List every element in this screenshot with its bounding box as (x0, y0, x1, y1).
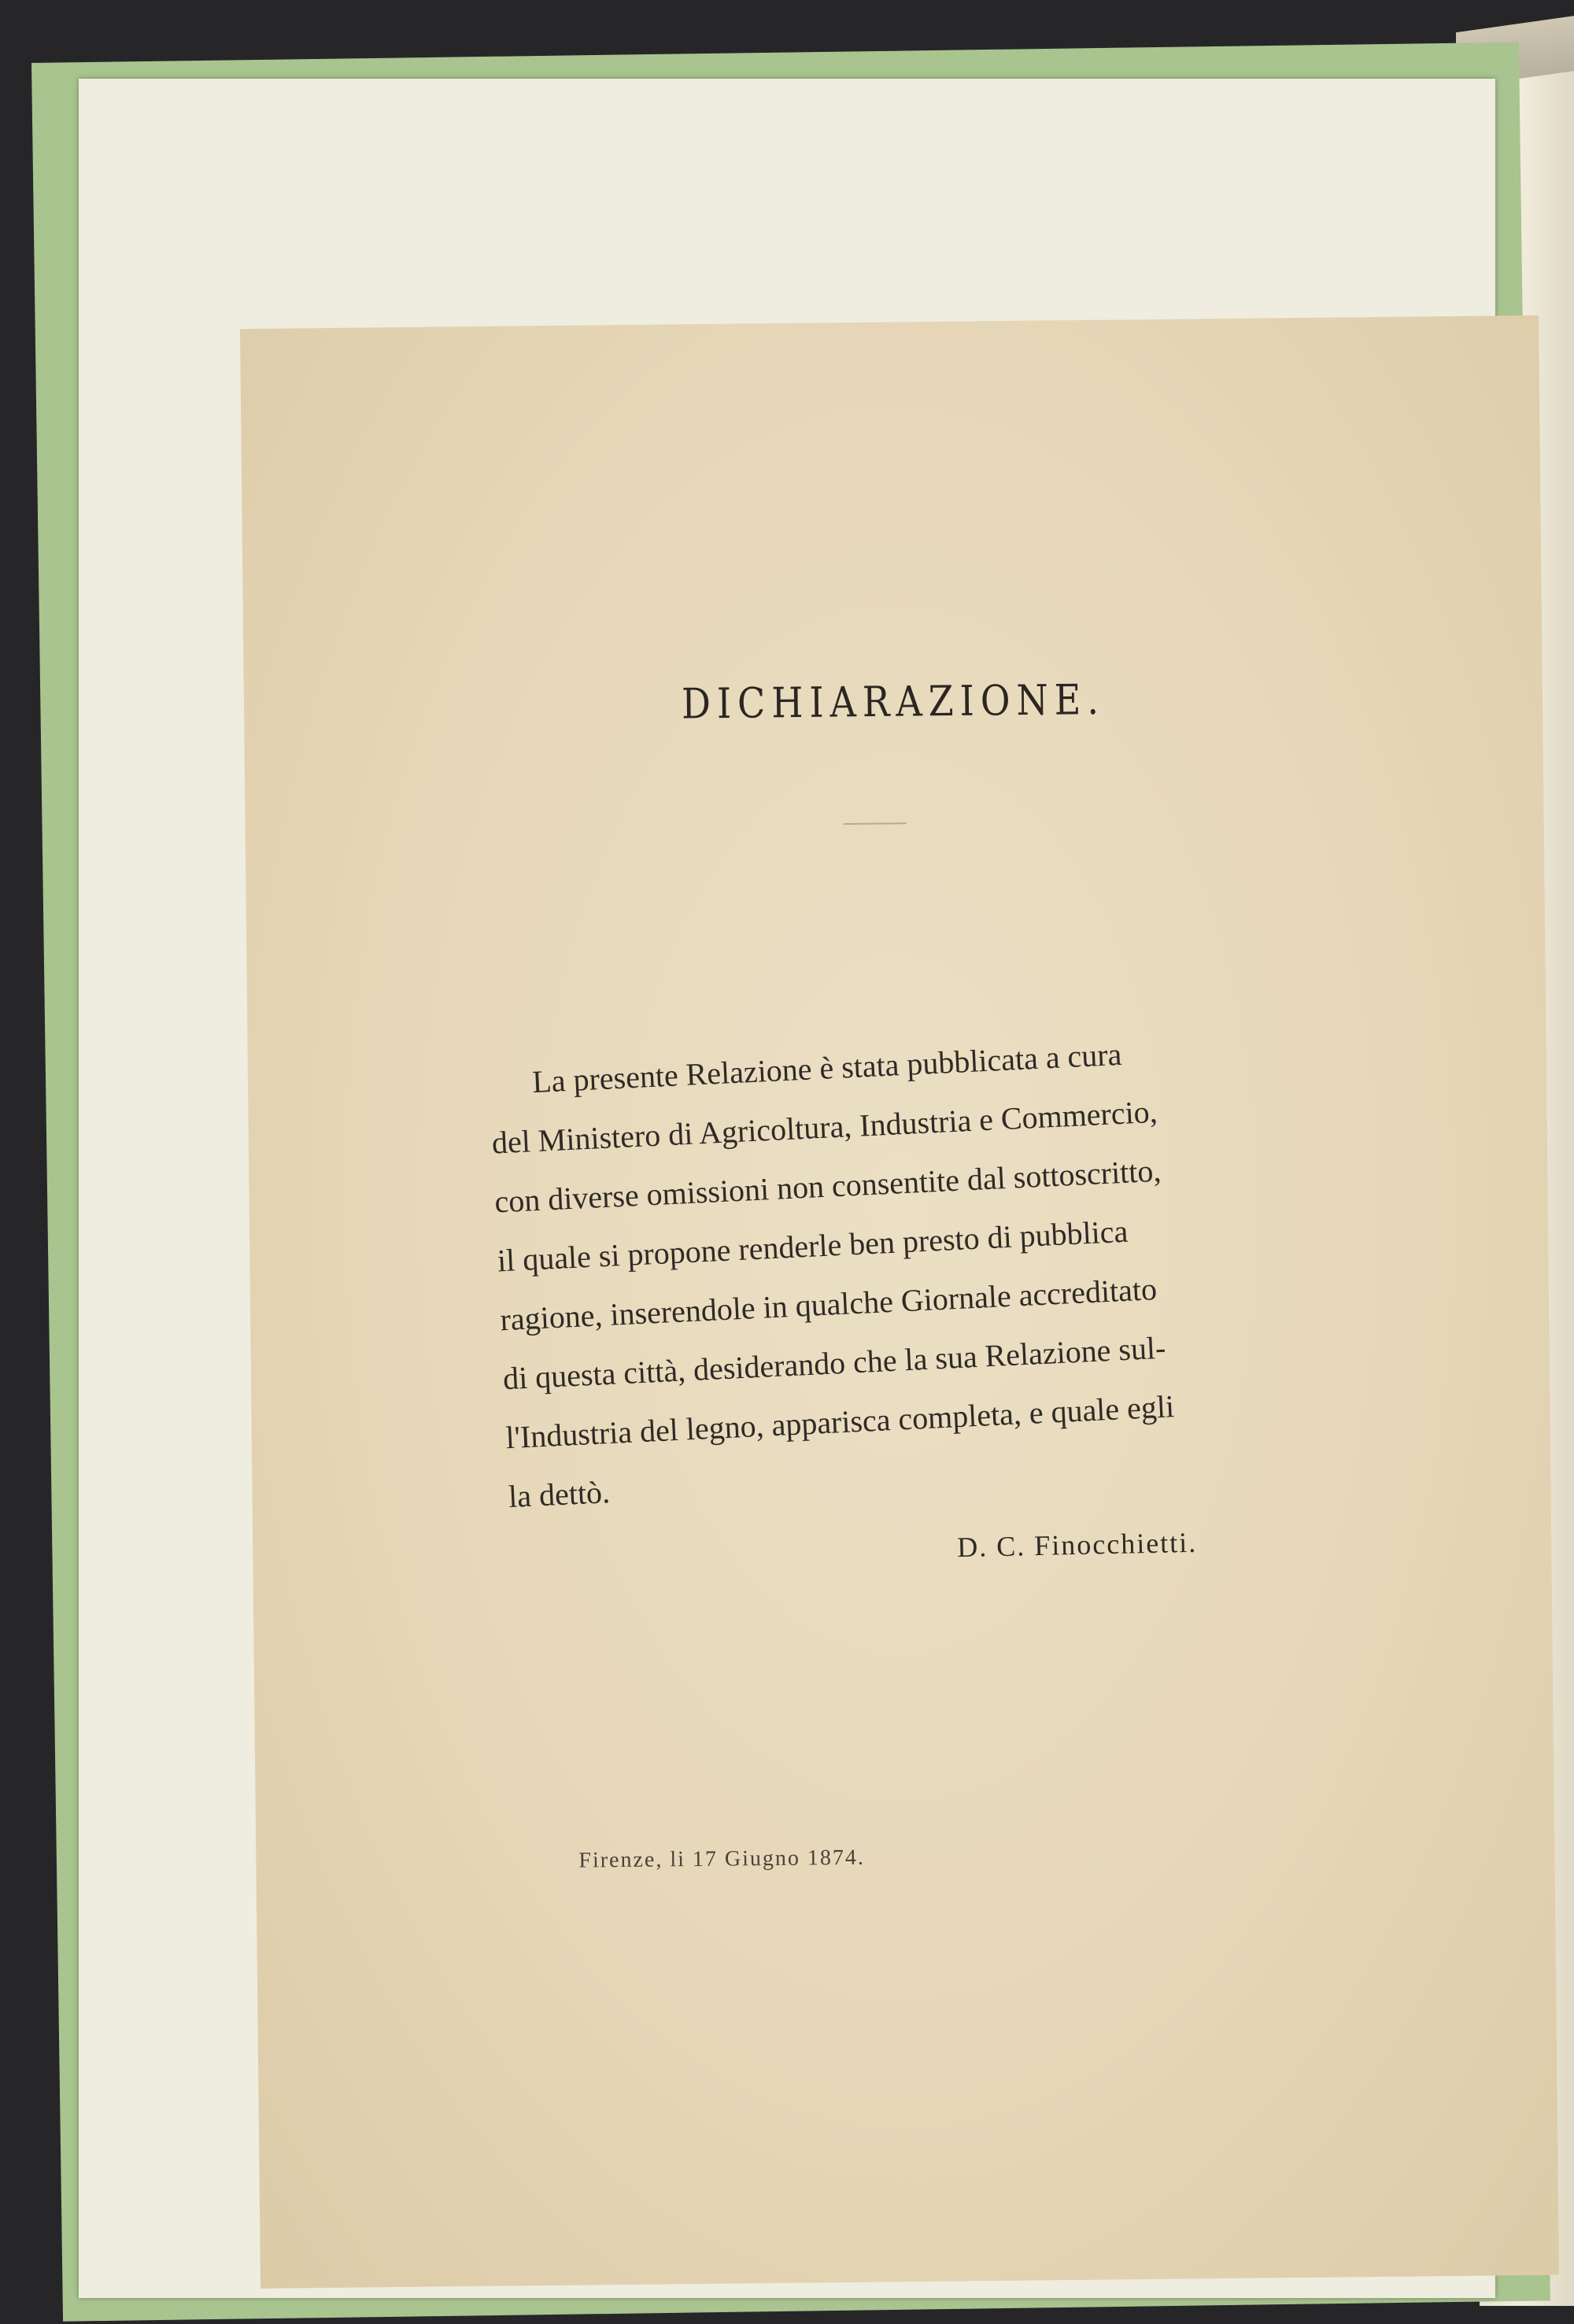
body-line: la dettò. (508, 1474, 611, 1515)
printed-page (240, 316, 1559, 2289)
body-line: con diverse omissioni non consentite dal sottoscritto, (493, 1152, 1162, 1220)
body-line: l'Industria del legno, apparisca completa, e quale egli (504, 1388, 1175, 1456)
signature: D. C. Finocchietti. (956, 1526, 1198, 1564)
title-rule (844, 822, 907, 825)
mount-sheet (79, 79, 1495, 2298)
body-line: di questa città, desiderando che la sua Relazione sul- (502, 1329, 1167, 1397)
body-line: ragione, inserendole in qualche Giornale accreditato (499, 1271, 1158, 1338)
place-and-date: Firenze, li 17 Giugno 1874. (578, 1845, 866, 1873)
page-title: DICHIARAZIONE. (681, 674, 1106, 729)
declaration-paragraph (488, 1018, 1296, 1526)
body-line: del Ministero di Agricoltura, Industria e Commercio, (490, 1093, 1158, 1161)
body-line: il quale si propone renderle ben presto di pubblica (496, 1213, 1129, 1279)
body-line: La presente Relazione è stata pubblicata a cura (531, 1036, 1123, 1100)
